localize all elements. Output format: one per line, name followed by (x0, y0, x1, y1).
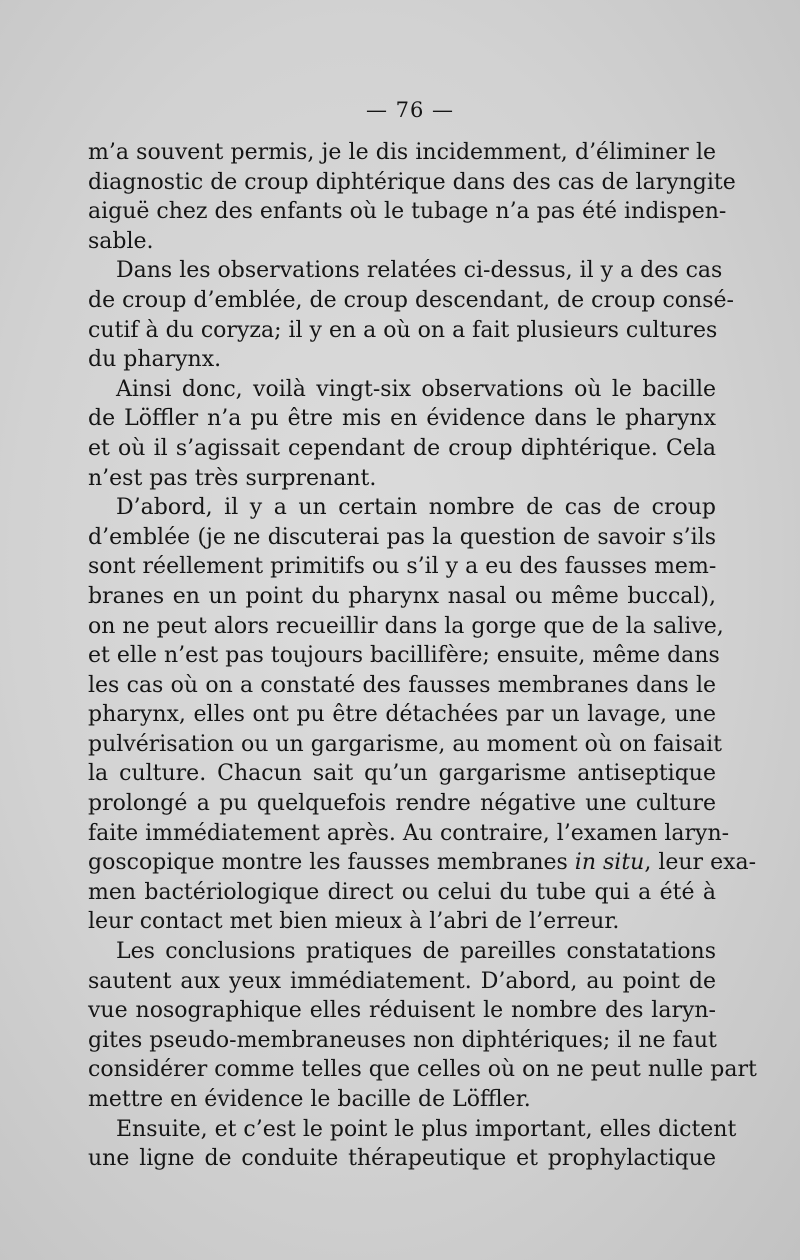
text-line: Ainsi donc, voilà vingt-six observations où le bacille (116, 376, 716, 402)
text-line: les cas où on a constaté des fausses membranes dans le (88, 672, 716, 698)
text-line: sautent aux yeux immédiatement. D’abord, au point de (88, 968, 716, 994)
text-line: Dans les observations relatées ci-dessus, il y a des cas (116, 258, 723, 284)
text-line: men bactériologique direct ou celui du tube qui a été à (88, 879, 716, 905)
text-line: diagnostic de croup diphtérique dans des cas de laryngite (88, 169, 736, 195)
italic-term: in situ (574, 850, 645, 876)
text-line: n’est pas très surprenant. (88, 465, 377, 491)
page-number: — 76 — (365, 98, 455, 122)
text-line: prolongé a pu quelquefois rendre négative une culture (88, 791, 716, 817)
body-text (88, 138, 757, 1174)
text-line: aiguë chez des enfants où le tubage n’a pas été indispen- (88, 199, 727, 225)
text-line: leur contact met bien mieux à l’abri de l’erreur. (88, 909, 620, 935)
text-line: branes en un point du pharynx nasal ou même buccal), (88, 583, 716, 609)
text-line: cutif à du coryza; il y en a où on a fait plusieurs cultures (88, 317, 718, 343)
text-line: et où il s’agissait cependant de croup diphtérique. Cela (88, 435, 716, 461)
text-line: sont réellement primitifs ou s’il y a eu des fausses mem- (88, 554, 717, 580)
text-line-part: goscopique montre les fausses membranes (88, 850, 575, 876)
text-line: vue nosographique elles réduisent le nombre des laryn- (88, 998, 716, 1024)
text-line: une ligne de conduite thérapeutique et prophylactique (88, 1146, 716, 1172)
text-line: D’abord, il y a un certain nombre de cas de croup (116, 495, 716, 521)
text-line: gites pseudo-membraneuses non diphtériques; il ne faut (88, 1027, 717, 1053)
text-line: Ensuite, et c’est le point le plus important, elles dictent (116, 1116, 737, 1142)
text-line: d’emblée (je ne discuterai pas la question de savoir s’ils (88, 524, 716, 550)
text-line: on ne peut alors recueillir dans la gorge que de la salive, (88, 613, 724, 639)
text-line: du pharynx. (88, 347, 222, 373)
text-line: et elle n’est pas toujours bacillifère; ensuite, même dans (88, 643, 720, 669)
text-line: de Löffler n’a pu être mis en évidence dans le pharynx (88, 406, 716, 432)
text-line: faite immédiatement après. Au contraire, l’examen laryn- (88, 820, 730, 846)
text-line: Les conclusions pratiques de pareilles constatations (116, 939, 716, 965)
text-line (88, 848, 757, 878)
text-line: mettre en évidence le bacille de Löffler. (88, 1087, 531, 1112)
text-line: pharynx, elles ont pu être détachées par un lavage, une (88, 702, 716, 728)
text-line: de croup d’emblée, de croup descendant, de croup consé- (88, 287, 734, 313)
text-line: considérer comme telles que celles où on ne peut nulle part (88, 1057, 757, 1083)
text-line-part: , leur exa- (644, 850, 757, 876)
text-line: sable. (88, 228, 154, 254)
text-line: m’a souvent permis, je le dis incidemment, d’éliminer le (88, 140, 716, 165)
text-line: pulvérisation ou un gargarisme, au moment où on faisait (88, 731, 723, 757)
text-line: la culture. Chacun sait qu’un gargarisme antiseptique (88, 761, 716, 787)
